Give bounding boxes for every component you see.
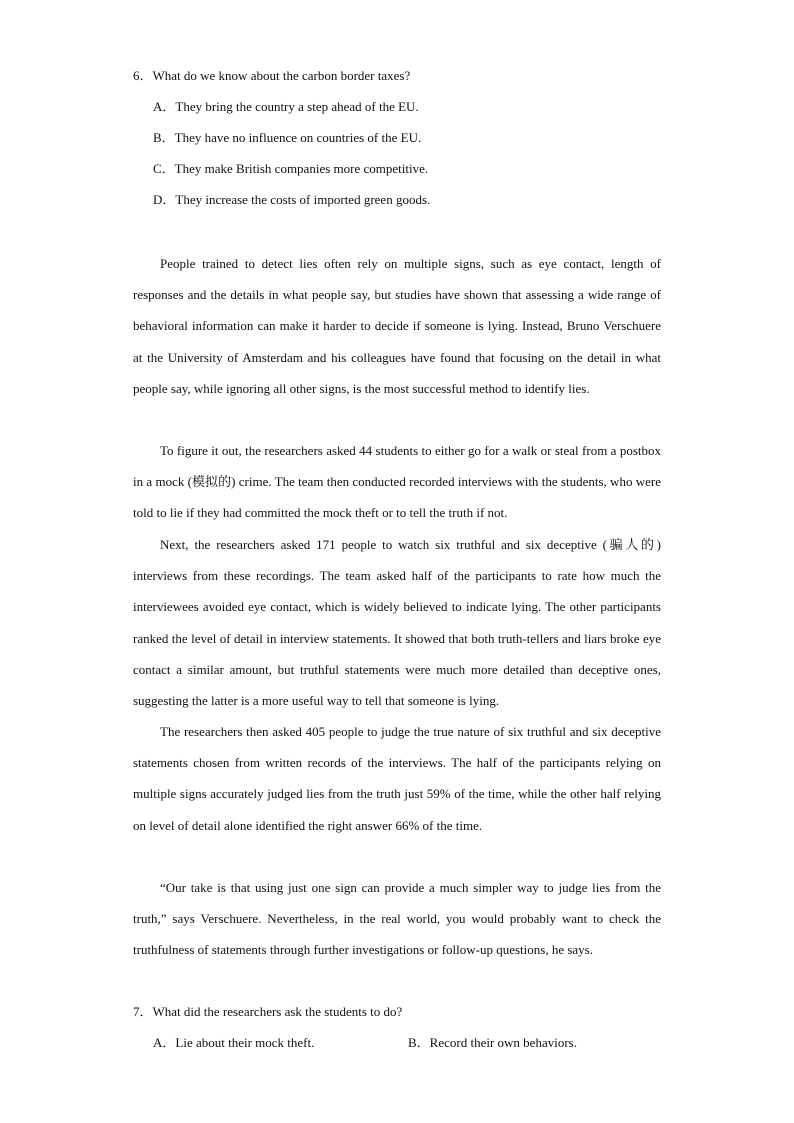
passage-paragraph-2: To figure it out, the researchers asked 44 students to either go for a walk or steal from a postbox in a mock (模拟的) crime. The team then conducted recorded interviews with the students, who were told to lie if they had committed the mock theft or to tell the truth if not. xyxy=(133,443,661,521)
question-6-stem: 6．What do we know about the carbon border taxes? xyxy=(133,68,411,83)
passage-paragraph-5: “Our take is that using just one sign can provide a much simpler way to judge lies from the truth,” says Verschuere. Nevertheless, in the real world, you would probably want to check the truthfulness of statements through further investigations or follow-up questions, he says. xyxy=(133,880,661,958)
passage-paragraph-4: The researchers then asked 405 people to judge the true nature of six truthful and six deceptive statements chosen from written records of the interviews. The half of the participants relying on multiple signs accurately judged lies from the truth just 59% of the time, while the other half relying on level of detail alone identified the right answer 66% of the time. xyxy=(133,724,661,833)
question-7-option-b: B．Record their own behaviors. xyxy=(408,1035,577,1050)
passage-paragraph-3: Next, the researchers asked 171 people to watch six truthful and six deceptive (骗人的) interviews from these recordings. The team asked half of the participants to rate how much the interviewees avoided eye contact, which is widely believed to indicate lying. The other participants ranked the level of detail in interview statements. It showed that both truth-tellers and liars broke eye contact a similar amount, but truthful statements were much more detailed than deceptive ones, suggesting the latter is a more useful way to tell that someone is lying. xyxy=(133,537,661,709)
question-6-option-b: B．They have no influence on countries of the EU. xyxy=(153,130,422,145)
question-6-option-a: A．They bring the country a step ahead of the EU. xyxy=(153,99,419,114)
question-7-option-a: A．Lie about their mock theft. xyxy=(153,1035,315,1050)
question-6-option-d: D．They increase the costs of imported green goods. xyxy=(153,192,431,207)
question-7-stem: 7．What did the researchers ask the students to do? xyxy=(133,1004,403,1019)
question-6-option-c: C．They make British companies more competitive. xyxy=(153,161,429,176)
passage-paragraph-1: People trained to detect lies often rely on multiple signs, such as eye contact, length of responses and the details in what people say, but studies have shown that assessing a wide range of behavioral information can make it harder to decide if someone is lying. Instead, Bruno Verschuere at the University of Amsterdam and his colleagues have found that focusing on the detail in what people say, while ignoring all other signs, is the most successful method to identify lies. xyxy=(133,256,661,396)
